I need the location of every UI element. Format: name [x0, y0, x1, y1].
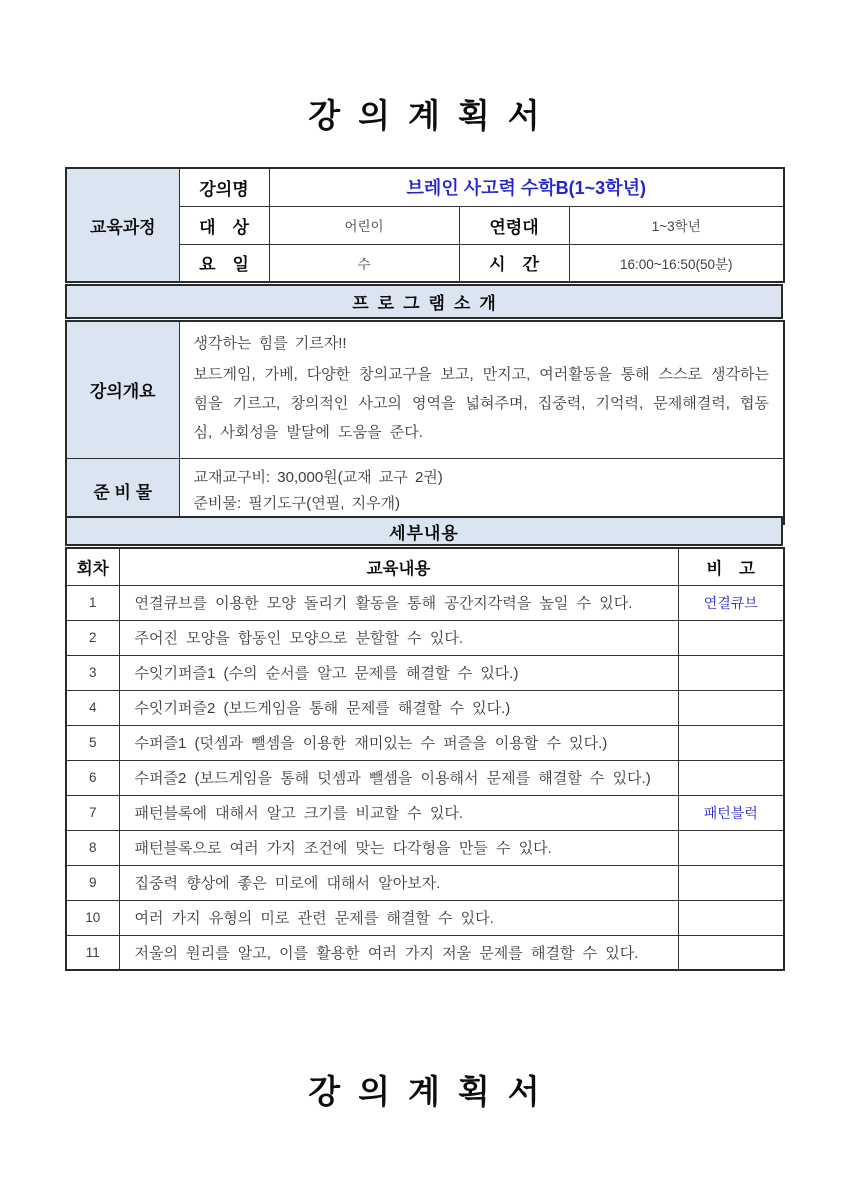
- col-header-note: 비 고: [678, 548, 784, 585]
- session-number: 11: [66, 935, 119, 970]
- session-number: 8: [66, 830, 119, 865]
- col-header-content: 교육내용: [119, 548, 678, 585]
- course-section-label: 교육과정: [66, 168, 179, 282]
- table-row: [66, 655, 784, 690]
- table-row: [66, 795, 784, 830]
- session-content: 여러 가지 유형의 미로 관련 문제를 해결할 수 있다.: [119, 900, 678, 935]
- session-note: [678, 760, 784, 795]
- session-content: 집중력 향상에 좋은 미로에 대해서 알아보자.: [119, 865, 678, 900]
- session-content: 저울의 원리를 알고, 이를 활용한 여러 가지 저울 문제를 해결할 수 있다.: [119, 935, 678, 970]
- materials-supplies-line: 준비물: 필기도구(연필, 지우개): [193, 494, 401, 512]
- table-row: [66, 760, 784, 795]
- overview-description: 보드게임, 가베, 다양한 창의교구을 보고, 만지고, 여러활동을 통해 스스로 생각하는 힘을 기르고, 창의적인 사고의 영역을 넓혀주며, 집중력, 기억력, 문제해결력, 협동심, 사회성을 발달에 도움을 준다.: [193, 366, 769, 442]
- overview-label: 강의개요: [66, 321, 179, 458]
- target-label: 대 상: [179, 206, 269, 244]
- table-row: [66, 900, 784, 935]
- session-number: 5: [66, 725, 119, 760]
- details-band: 세부내용: [65, 516, 783, 546]
- session-number: 1: [66, 585, 119, 620]
- session-content: 주어진 모양을 합동인 모양으로 분할할 수 있다.: [119, 620, 678, 655]
- session-note: [678, 620, 784, 655]
- time-label: 시 간: [459, 244, 569, 282]
- course-info-table: [65, 167, 785, 283]
- table-header-row: [66, 548, 784, 585]
- session-number: 6: [66, 760, 119, 795]
- session-note: [678, 830, 784, 865]
- session-content: 패턴블록에 대해서 알고 크기를 비교할 수 있다.: [119, 795, 678, 830]
- session-content: 수잇기퍼즐2 (보드게임을 통해 문제를 해결할 수 있다.): [119, 690, 678, 725]
- session-note: [678, 655, 784, 690]
- session-content: 연결큐브를 이용한 모양 돌리기 활동을 통해 공간지각력을 높일 수 있다.: [119, 585, 678, 620]
- program-intro-band: 프로그램소개: [65, 284, 783, 319]
- session-content: 수잇기퍼즐1 (수의 순서를 알고 문제를 해결할 수 있다.): [119, 655, 678, 690]
- session-content: 패턴블록으로 여러 가지 조건에 맞는 다각형을 만들 수 있다.: [119, 830, 678, 865]
- session-number: 3: [66, 655, 119, 690]
- target-value: 어린이: [269, 206, 459, 244]
- footer-title: 강의계획서: [308, 1075, 558, 1111]
- age-label: 연령대: [459, 206, 569, 244]
- lecture-name-label: 강의명: [179, 168, 269, 206]
- col-header-session: 회차: [66, 548, 119, 585]
- day-label: 요 일: [179, 244, 269, 282]
- session-number: 7: [66, 795, 119, 830]
- session-content: 수퍼즐2 (보드게임을 통해 덧셈과 뺄셈을 이용해서 문제를 해결할 수 있다.): [119, 760, 678, 795]
- table-row: [66, 321, 784, 458]
- session-note: 연결큐브: [678, 585, 784, 620]
- table-row: [66, 935, 784, 970]
- table-row: [66, 585, 784, 620]
- age-value: 1~3학년: [569, 206, 784, 244]
- table-row: [66, 830, 784, 865]
- lecture-name-value: 브레인 사고력 수학B(1~3학년): [269, 168, 784, 206]
- materials-content-cell: [179, 458, 784, 524]
- session-note: [678, 865, 784, 900]
- details-table: [65, 547, 785, 971]
- session-number: 4: [66, 690, 119, 725]
- table-row: [66, 168, 784, 206]
- overview-slogan: 생각하는 힘를 기르자!!: [193, 335, 347, 353]
- materials-label: 준 비 물: [66, 458, 179, 524]
- overview-content-cell: [179, 321, 784, 458]
- session-number: 2: [66, 620, 119, 655]
- program-overview-table: [65, 320, 785, 525]
- day-value: 수: [269, 244, 459, 282]
- session-note: [678, 900, 784, 935]
- table-row: [66, 690, 784, 725]
- session-note: [678, 690, 784, 725]
- table-row: [66, 458, 784, 524]
- table-row: [66, 725, 784, 760]
- session-number: 9: [66, 865, 119, 900]
- table-row: [66, 865, 784, 900]
- page-title: 강의계획서: [308, 99, 558, 135]
- session-note: 패턴블럭: [678, 795, 784, 830]
- time-value: 16:00~16:50(50분): [569, 244, 784, 282]
- session-number: 10: [66, 900, 119, 935]
- materials-cost-line: 교재교구비: 30,000원(교재 교구 2권): [193, 468, 443, 486]
- session-note: [678, 935, 784, 970]
- table-row: [66, 620, 784, 655]
- session-note: [678, 725, 784, 760]
- session-content: 수퍼즐1 (덧셈과 뺄셈을 이용한 재미있는 수 퍼즐을 이용할 수 있다.): [119, 725, 678, 760]
